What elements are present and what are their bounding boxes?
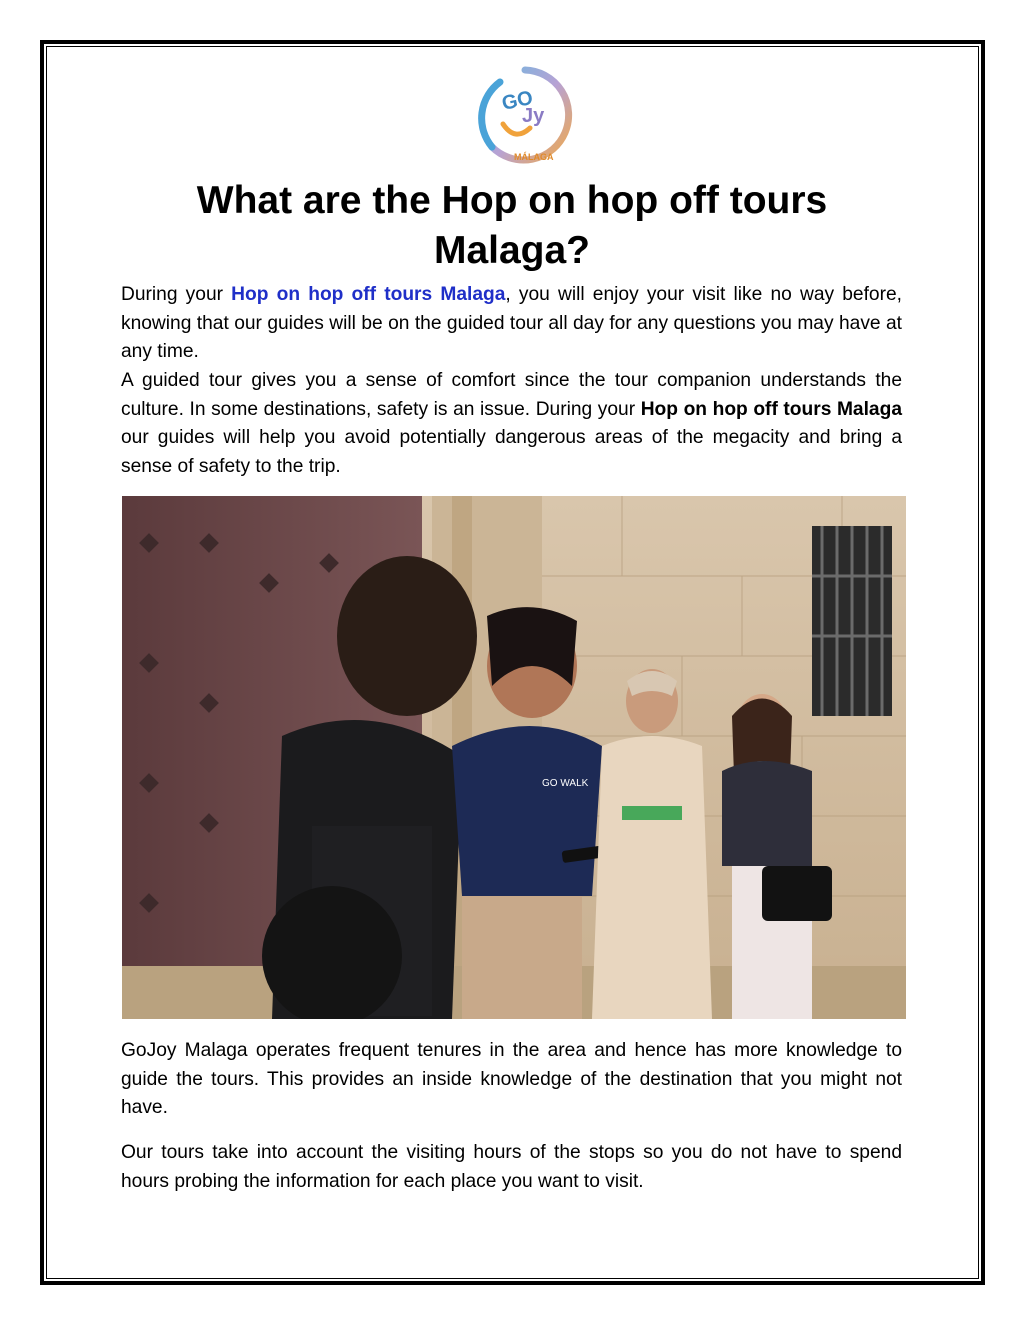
gojoy-malaga-logo bbox=[470, 62, 580, 172]
visiting-hours-paragraph: Our tours take into account the visiting hours of the stops so you do not have to spend hours probing the information for each place you want to visit. bbox=[121, 1142, 902, 1192]
intro-paragraph bbox=[121, 281, 902, 367]
title-line-1: What are the Hop on hop off tours bbox=[196, 179, 828, 222]
tour-group-photo bbox=[122, 496, 906, 1019]
gojoy-knowledge-paragraph: GoJoy Malaga operates frequent tenures in the area and hence has more knowledge to guide the tours. This provides an inside knowledge of the destination that you might not have. bbox=[121, 1040, 902, 1119]
title-line-2: Malaga? bbox=[433, 229, 591, 272]
svg-text:Jy: Jy bbox=[522, 105, 545, 127]
intro-text-end: , you will enjoy your visit like no way before, knowing that our guides will be on the guided tour all day for any questions you may have at any time. bbox=[121, 284, 902, 363]
guided-tour-text-start: A guided tour gives you a sense of comfort since the tour companion understands the culture. In some destinations, safety is an issue. During your bbox=[121, 370, 902, 420]
guided-tour-text-end: our guides will help you avoid potentially dangerous areas of the megacity and bring a sense of safety to the trip. bbox=[121, 427, 902, 477]
svg-text:MÁLAGA: MÁLAGA bbox=[514, 152, 554, 162]
hop-on-hop-off-link[interactable]: Hop on hop off tours Malaga bbox=[231, 284, 506, 305]
page-title bbox=[120, 176, 904, 276]
svg-text:GO: GO bbox=[499, 86, 535, 115]
hop-on-hop-off-bold: Hop on hop off tours Malaga bbox=[640, 398, 902, 420]
svg-text:GO WALK: GO WALK bbox=[542, 778, 589, 789]
guided-tour-paragraph bbox=[121, 367, 902, 481]
intro-text-start: During your bbox=[121, 284, 232, 305]
